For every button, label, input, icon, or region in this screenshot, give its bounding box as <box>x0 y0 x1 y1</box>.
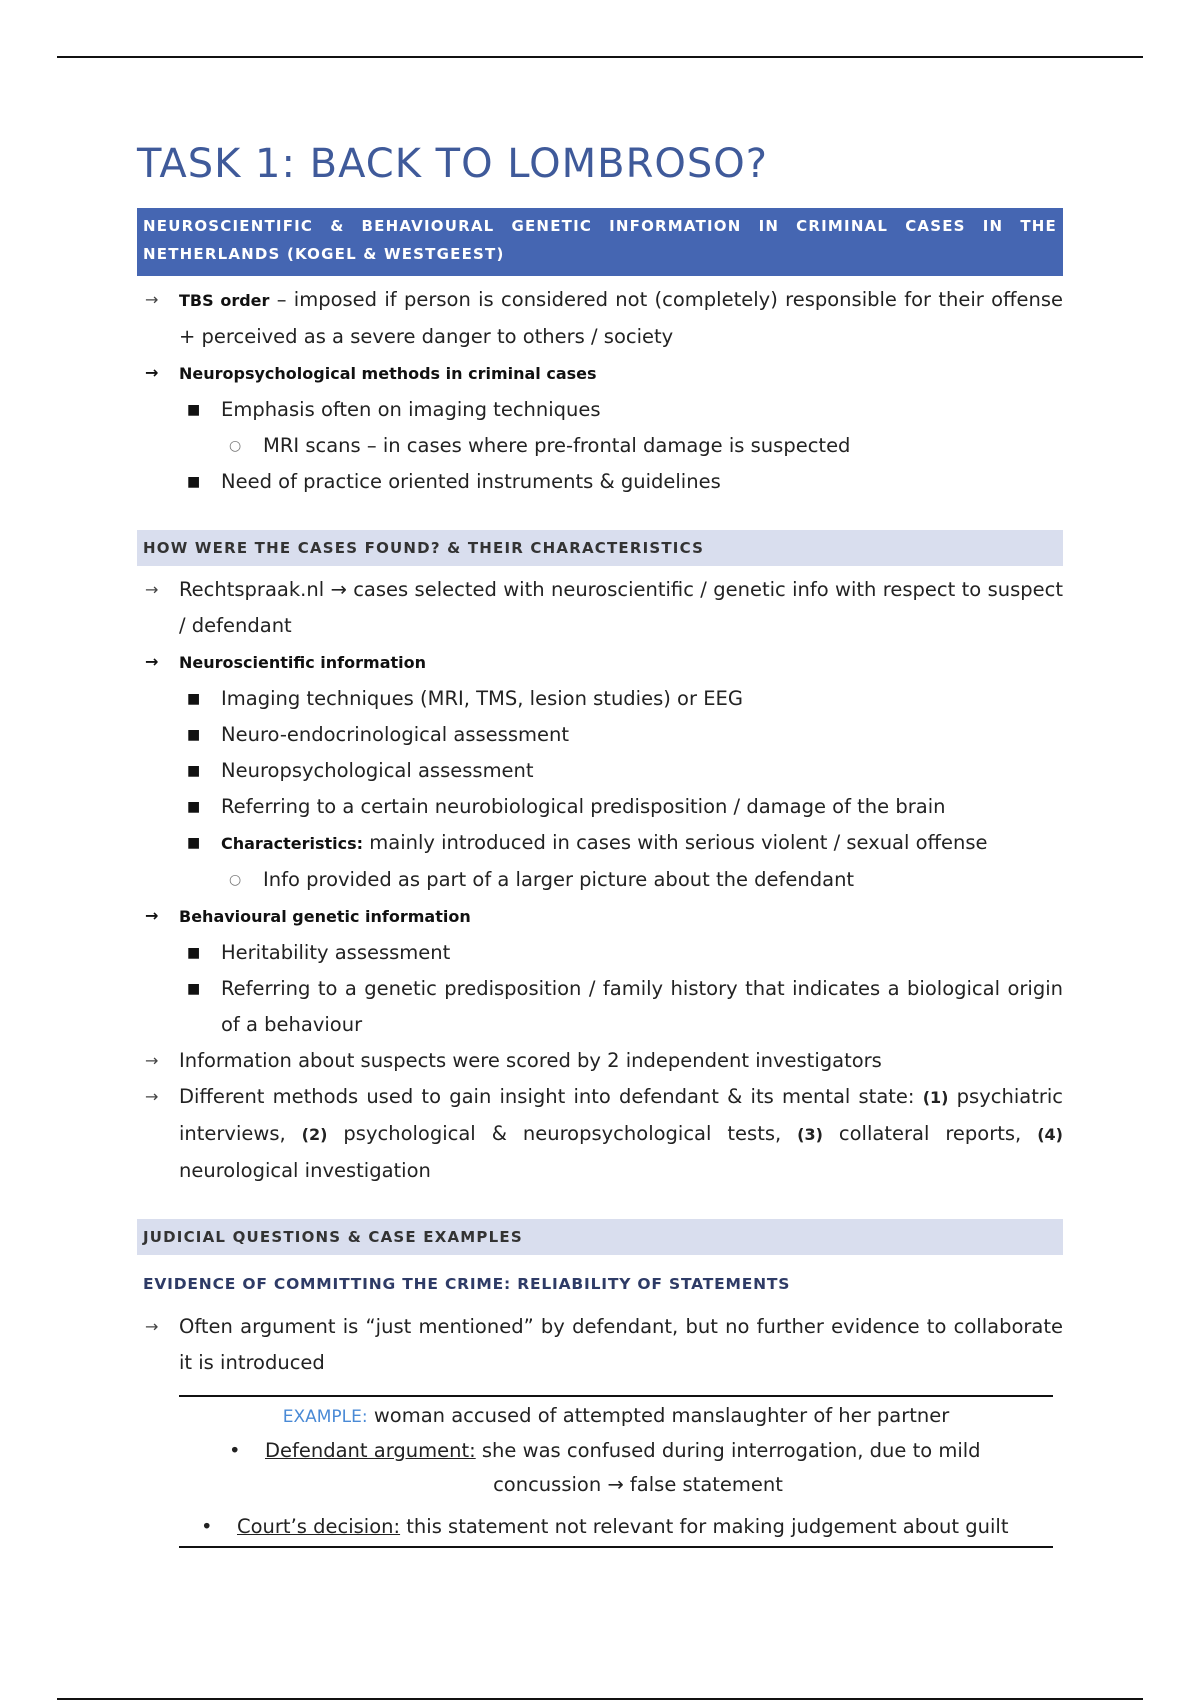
arrow-icon: → <box>145 580 159 599</box>
list-item <box>137 753 1063 789</box>
item-text: Need of practice oriented instruments & guidelines <box>221 470 721 493</box>
list-item <box>137 717 1063 753</box>
method-text: neurological investigation <box>179 1159 431 1182</box>
page-title: TASK 1: BACK TO LOMBROSO? <box>137 141 768 187</box>
arrow-icon: → <box>145 906 159 925</box>
document-body <box>137 140 1063 1548</box>
behav-heading: Behavioural genetic information <box>179 907 471 926</box>
example-text: woman accused of attempted manslaughter of her partner <box>367 1404 950 1427</box>
list-item-need <box>137 464 1063 500</box>
bullet-icon: • <box>201 1515 213 1538</box>
list-item-characteristics <box>137 825 1063 862</box>
neuropsych-heading: Neuropsychological methods in criminal cases <box>179 364 597 383</box>
method-text: collateral reports, <box>822 1122 1038 1145</box>
square-bullet-icon: ■ <box>187 835 201 851</box>
example-defendant-cont <box>179 1468 1053 1502</box>
methods-intro: Different methods used to gain insight into defendant & its mental state: <box>179 1085 923 1108</box>
court-label: Court’s decision: <box>237 1515 401 1538</box>
item-text: Referring to a genetic predisposition / family history that indicates a biological origin of a behaviour <box>221 977 1063 1036</box>
bullet-icon: • <box>229 1439 241 1462</box>
list-item-genetic <box>137 971 1063 1043</box>
square-bullet-icon: ■ <box>187 763 201 779</box>
example-box <box>179 1395 1053 1548</box>
defendant-text-2: concussion → false statement <box>493 1473 783 1496</box>
item-text: Referring to a certain neurobiological predisposition / damage of the brain <box>221 795 946 818</box>
neuro-heading: Neuroscientific information <box>179 653 426 672</box>
subheading-evidence: EVIDENCE OF COMMITTING THE CRIME: RELIABILITY OF STATEMENTS <box>143 1275 791 1293</box>
list-item-neuropsych-heading <box>137 355 1063 392</box>
example-court <box>179 1510 1053 1544</box>
item-text: MRI scans – in cases where pre-frontal damage is suspected <box>263 434 851 457</box>
tbs-text: – imposed if person is considered not (completely) responsible for their offense + perceived as a severe danger to others / society <box>179 288 1063 348</box>
item-text: Heritability assessment <box>221 941 451 964</box>
item-text: Often argument is “just mentioned” by defendant, but no further evidence to collaborate it is introduced <box>179 1315 1063 1374</box>
list-item-behav-heading <box>137 898 1063 935</box>
list-item-scored <box>137 1043 1063 1079</box>
list-item-tbs-order <box>137 282 1063 355</box>
square-bullet-icon: ■ <box>187 945 201 961</box>
method-number: (3) <box>797 1125 823 1144</box>
court-text: this statement not relevant for making judgement about guilt <box>400 1515 1009 1538</box>
arrow-icon: → <box>145 363 159 382</box>
list-item-mri <box>137 428 1063 464</box>
list-item <box>137 789 1063 825</box>
square-bullet-icon: ■ <box>187 474 201 490</box>
method-number: (4) <box>1037 1125 1063 1144</box>
arrow-icon: → <box>145 1087 159 1106</box>
list-item-argument <box>137 1309 1063 1381</box>
defendant-text: she was confused during interrogation, due to mild <box>475 1439 981 1462</box>
example-label: EXAMPLE: <box>282 1407 368 1427</box>
example-defendant <box>179 1434 1053 1468</box>
item-text: mainly introduced in cases with serious violent / sexual offense <box>363 831 988 854</box>
section-heading-judicial: JUDICIAL QUESTIONS & CASE EXAMPLES <box>137 1219 1063 1255</box>
item-text: Neuro-endocrinological assessment <box>221 723 569 746</box>
item-text: Info provided as part of a larger picture about the defendant <box>263 868 855 891</box>
list-item-methods <box>137 1079 1063 1189</box>
tbs-term: TBS order <box>179 291 270 310</box>
method-number: (1) <box>922 1088 949 1107</box>
arrow-icon: → <box>145 1317 159 1336</box>
method-text: psychiatric interviews, <box>179 1085 1063 1145</box>
arrow-icon: → <box>145 290 159 309</box>
square-bullet-icon: ■ <box>187 727 201 743</box>
circle-bullet-icon: ○ <box>229 872 242 888</box>
section-heading-neuroscientific: NEUROSCIENTIFIC & BEHAVIOURAL GENETIC INFORMATION IN CRIMINAL CASES IN THE NETHERLANDS (KOGEL & WESTGEEST) <box>137 208 1063 276</box>
defendant-label: Defendant argument: <box>265 1439 476 1462</box>
list-item-neuro-heading <box>137 644 1063 681</box>
method-text: psychological & neuropsychological tests, <box>327 1122 798 1145</box>
item-text: Neuropsychological assessment <box>221 759 534 782</box>
square-bullet-icon: ■ <box>187 691 201 707</box>
item-text: Imaging techniques (MRI, TMS, lesion studies) or EEG <box>221 687 743 710</box>
list-item <box>137 681 1063 717</box>
list-item-rechtspraak <box>137 572 1063 644</box>
list-item-info-provided <box>137 862 1063 898</box>
example-title <box>179 1399 1053 1434</box>
item-text: Emphasis often on imaging techniques <box>221 398 601 421</box>
list-item-imaging <box>137 392 1063 428</box>
characteristics-label: Characteristics: <box>221 834 364 853</box>
item-text: Rechtspraak.nl → cases selected with neuroscientific / genetic info with respect to suspect / defendant <box>179 578 1063 637</box>
square-bullet-icon: ■ <box>187 402 201 418</box>
method-number: (2) <box>301 1125 328 1144</box>
item-text: Information about suspects were scored by 2 independent investigators <box>179 1049 882 1072</box>
list-item-heritability <box>137 935 1063 971</box>
section-heading-cases-found: HOW WERE THE CASES FOUND? & THEIR CHARACTERISTICS <box>137 530 1063 566</box>
arrow-icon: → <box>145 652 159 671</box>
arrow-icon: → <box>145 1051 159 1070</box>
circle-bullet-icon: ○ <box>229 438 242 454</box>
square-bullet-icon: ■ <box>187 981 201 997</box>
page-top-rule <box>57 56 1143 58</box>
square-bullet-icon: ■ <box>187 799 201 815</box>
